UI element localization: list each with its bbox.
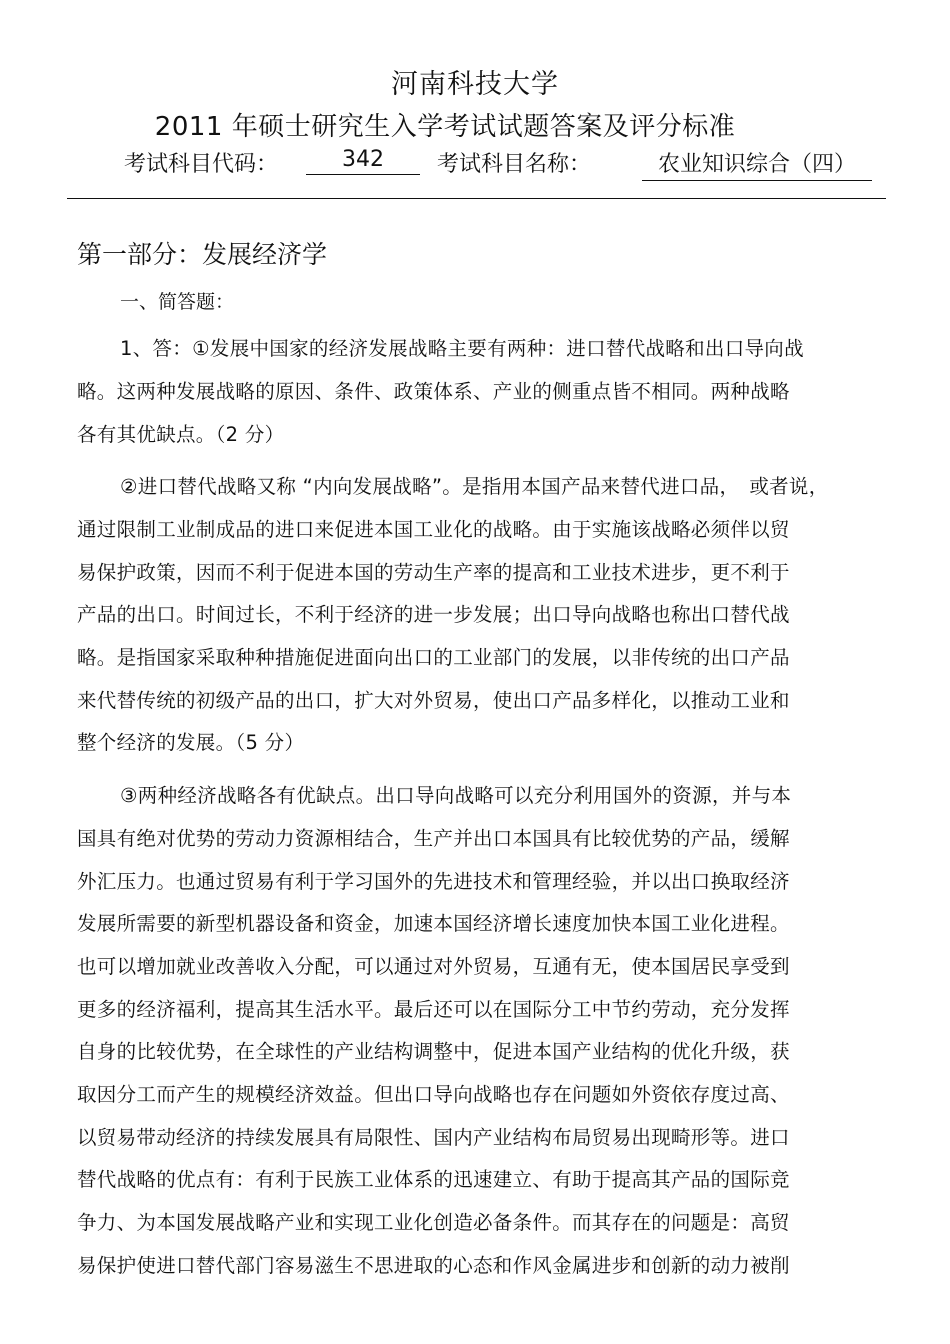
header-divider	[67, 198, 886, 199]
text-line: 替代战略的优点有：有利于民族工业体系的迅速建立、有助于提高其产品的国际竞	[77, 1168, 790, 1192]
answer-paragraph-2	[77, 466, 867, 765]
text-line: 来代替传统的初级产品的出口，扩大对外贸易，使出口产品多样化，以推动工业和	[77, 688, 790, 712]
text-line: 外汇压力。也通过贸易有利于学习国外的先进技术和管理经验，并以出口换取经济	[77, 869, 790, 893]
text-line: 易保护使进口替代部门容易滋生不思进取的心态和作风金属进步和创新的动力被削	[77, 1253, 790, 1277]
text-line: 易保护政策，因而不利于促进本国的劳动生产率的提高和工业技术进步，更不利于	[77, 560, 790, 584]
exam-title: 2011 年硕士研究生入学考试试题答案及评分标准	[154, 112, 736, 142]
subject-code-label: 考试科目代码：	[124, 152, 279, 177]
answer-paragraph-3	[77, 775, 867, 1287]
section-heading: 一、简答题：	[120, 291, 235, 313]
text-line: 产品的出口。时间过长，不利于经济的进一步发展；出口导向战略也称出口替代战	[77, 603, 790, 627]
text-line: 争力、为本国发展战略产业和实现工业化创造必备条件。而其存在的问题是：高贸	[77, 1211, 790, 1235]
text-line: 略。是指国家采取种种措施促进面向出口的工业部门的发展，以非传统的出口产品	[77, 646, 790, 670]
text-line: 略。这两种发展战略的原因、条件、政策体系、产业的侧重点皆不相同。两种战略	[77, 379, 790, 403]
subject-code-value: 342	[306, 147, 420, 175]
answer-paragraph-1	[77, 328, 867, 456]
answer-body	[77, 240, 867, 1288]
text-line: 整个经济的发展。（5 分）	[77, 731, 305, 755]
text-line: 各有其优缺点。（2 分）	[77, 422, 285, 446]
part-title: 第一部分：发展经济学	[77, 240, 328, 269]
text-line: 也可以增加就业改善收入分配，可以通过对外贸易，互通有无，使本国居民享受到	[77, 954, 790, 978]
subject-name-label: 考试科目名称：	[437, 152, 592, 177]
text-line: 通过限制工业制成品的进口来促进本国工业化的战略。由于实施该战略必须伴以贸	[77, 517, 790, 541]
text-line: ③两种经济战略各有优缺点。出口导向战略可以充分利用国外的资源，并与本	[120, 784, 792, 808]
text-line: 更多的经济福利，提高其生活水平。最后还可以在国际分工中节约劳动，充分发挥	[77, 997, 790, 1021]
subject-name-value: 农业知识综合（四）	[642, 147, 872, 181]
text-line: 自身的比较优势，在全球性的产业结构调整中，促进本国产业结构的优化升级，获	[77, 1040, 790, 1064]
text-line: 以贸易带动经济的持续发展具有局限性、国内产业结构布局贸易出现畸形等。进口	[77, 1125, 790, 1149]
text-line: 国具有绝对优势的劳动力资源相结合，生产并出口本国具有比较优势的产品，缓解	[77, 826, 790, 850]
text-line: 发展所需要的新型机器设备和资金，加速本国经济增长速度加快本国工业化进程。	[77, 912, 790, 936]
text-line: ②进口替代战略又称 “内向发展战略”。是指用本国产品来替代进口品， 或者说，	[120, 475, 829, 499]
text-line: 取因分工而产生的规模经济效益。但出口导向战略也存在问题如外资依存度过高、	[77, 1083, 790, 1107]
text-line: 1、答：①发展中国家的经济发展战略主要有两种：进口替代战略和出口导向战	[120, 337, 804, 361]
university-name: 河南科技大学	[391, 69, 559, 100]
